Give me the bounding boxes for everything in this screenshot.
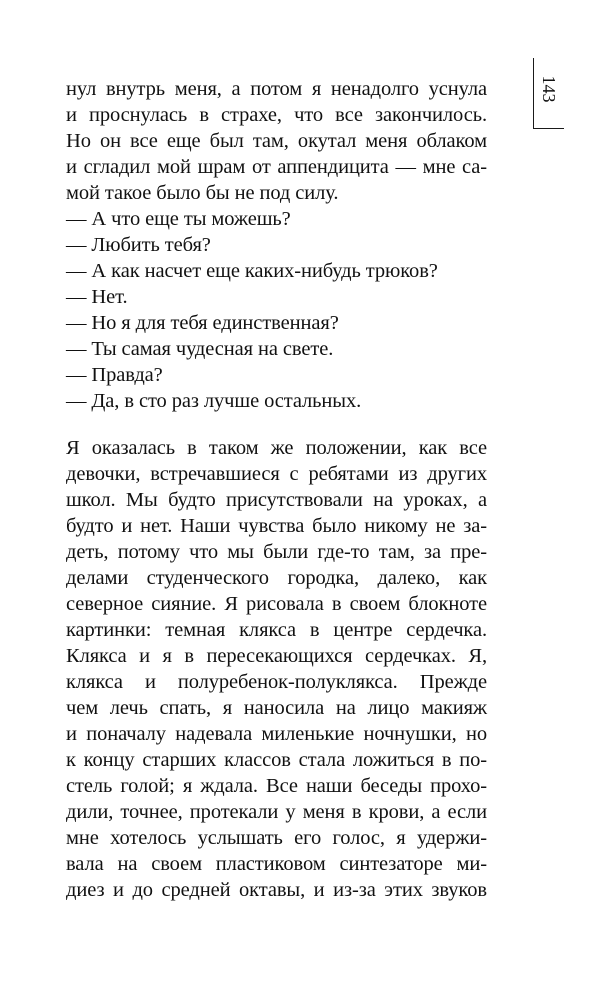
text-line: клякса и полуребенок-полуклякса. Прежде: [66, 671, 487, 693]
dialogue-line: — Любить тебя?: [66, 234, 211, 256]
text-line: Клякса и я в пересекающихся сердечках. Я,: [66, 645, 487, 667]
text-line: стель голой; я ждала. Все наши беседы прохо-: [66, 775, 487, 797]
dialogue-block: [66, 206, 506, 414]
text-line: мне хотелось услышать его голос, я удержи-: [66, 827, 487, 849]
text-line: к концу старших классов стала ложиться в по-: [66, 749, 487, 771]
text-line: школ. Мы будто присутствовали на уроках, а: [66, 489, 487, 511]
text-line: девочки, встречавшиеся с ребятами из других: [66, 463, 487, 485]
dialogue-line: — Но я для тебя единственная?: [66, 312, 339, 334]
dialogue-line: — Ты самая чудесная на свете.: [66, 338, 334, 360]
page-number: 143: [539, 75, 559, 103]
text-line: будто и нет. Наши чувства было никому не за-: [66, 515, 487, 537]
text-line: Но он все еще был там, окутал меня облаком: [66, 130, 487, 152]
text-line: чем лечь спать, я наносила на лицо макияж: [66, 697, 487, 719]
paragraph-1: [66, 76, 487, 206]
text-line: и проснулась в страхе, что все закончилось.: [66, 104, 487, 126]
text-line: вала на своем пластиковом синтезаторе ми-: [66, 853, 487, 875]
text-line: делами студенческого городка, далеко, как: [66, 567, 487, 589]
paragraph-2: [66, 435, 487, 903]
text-line: картинки: темная клякса в центре сердечка.: [66, 619, 487, 641]
text-line: и поначалу надевала миленькие ночнушки, но: [66, 723, 487, 745]
text-line: деть, потому что мы были где-то там, за пре-: [66, 541, 487, 563]
dialogue-line: — Да, в сто раз лучше остальных.: [66, 390, 362, 412]
text-line: дили, точнее, протекали у меня в крови, а если: [66, 801, 487, 823]
dialogue-line: — А что еще ты можешь?: [66, 208, 291, 230]
text-line: северное сияние. Я рисовала в своем блокноте: [66, 593, 487, 615]
text-line: нул внутрь меня, а потом я ненадолго уснула: [66, 78, 487, 100]
text-line: Я оказалась в таком же положении, как все: [66, 437, 487, 459]
dialogue-line: — А как насчет еще каких-нибудь трюков?: [66, 260, 438, 282]
dialogue-line: — Нет.: [66, 286, 128, 308]
text-line: диез и до средней октавы, и из-за этих звуков: [66, 879, 487, 901]
dialogue-line: — Правда?: [66, 364, 163, 386]
text-line: и сгладил мой шрам от аппендицита — мне са-: [66, 156, 487, 178]
text-line: мой такое было бы не под силу.: [66, 182, 339, 204]
